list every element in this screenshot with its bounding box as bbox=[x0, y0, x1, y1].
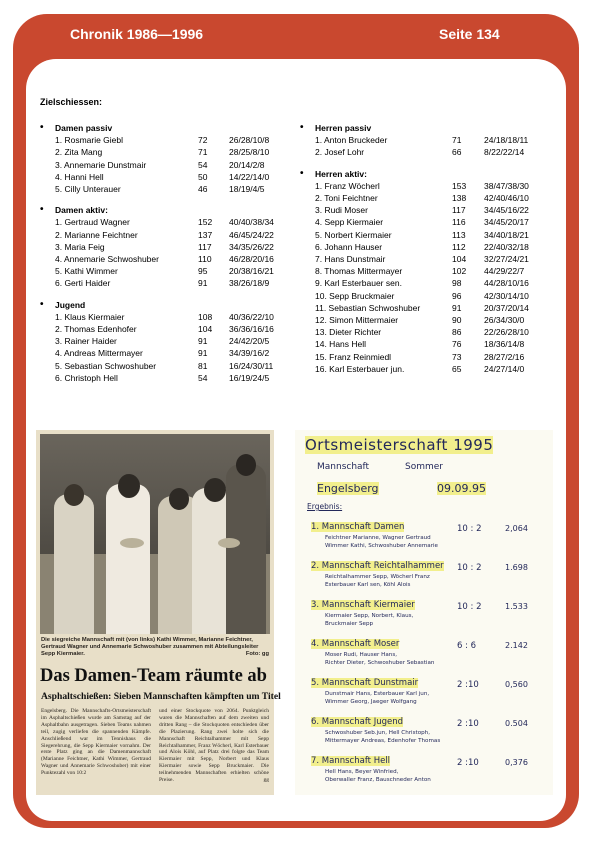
series-scores: 26/28/10/8 bbox=[229, 135, 270, 146]
shooter-name: 1. Anton Bruckeder bbox=[315, 135, 388, 146]
shooter-name: 16. Karl Esterbauer jun. bbox=[315, 363, 405, 374]
series-scores: 38/26/18/9 bbox=[229, 278, 270, 289]
result-players-1: Dunstmair Hans, Esterbauer Karl jun, bbox=[325, 691, 430, 697]
sheet-results-label: Ergebnis: bbox=[307, 502, 343, 511]
results-left-column bbox=[40, 122, 274, 393]
total-points: 112 bbox=[452, 241, 466, 252]
result-score: 10 : 2 bbox=[457, 563, 482, 573]
result-row bbox=[40, 372, 274, 384]
total-points: 73 bbox=[452, 351, 462, 362]
shooter-name: 1. Gertraud Wagner bbox=[55, 217, 130, 228]
series-scores: 20/14/2/8 bbox=[229, 159, 265, 170]
shooter-name: 2. Josef Lohr bbox=[315, 147, 365, 158]
result-team: 7. Mannschaft Hell bbox=[311, 756, 391, 766]
result-row bbox=[40, 347, 274, 359]
series-scores: 42/30/14/10 bbox=[484, 290, 529, 301]
series-scores: 22/26/28/10 bbox=[484, 327, 529, 338]
total-points: 110 bbox=[198, 254, 212, 265]
total-points: 91 bbox=[452, 302, 462, 313]
shooter-name: 5. Norbert Kiermaier bbox=[315, 229, 392, 240]
result-players-1: Schwoshuber Seb.jun, Hell Christoph, bbox=[325, 730, 431, 736]
series-scores: 46/45/24/22 bbox=[229, 229, 274, 240]
series-scores: 34/45/16/22 bbox=[484, 205, 529, 216]
result-players-1: Moser Rudi, Hauser Hans, bbox=[325, 652, 398, 658]
series-scores: 40/36/22/10 bbox=[229, 311, 274, 322]
group-title: • Herren passiv bbox=[300, 122, 529, 134]
result-score: 6 : 6 bbox=[457, 641, 477, 651]
total-points: 71 bbox=[198, 147, 208, 158]
shooter-name: 15. Franz Reinmiedl bbox=[315, 351, 392, 362]
series-scores: 34/35/26/22 bbox=[229, 241, 274, 252]
series-scores: 24/18/18/11 bbox=[484, 135, 529, 146]
sheet-season: Sommer bbox=[405, 462, 443, 472]
total-points: 138 bbox=[452, 193, 467, 204]
article-column-1: Engelsberg. Die Mannschafts-Ortsmeisterschaft im Asphaltschießen wurde am Samstag auf der Asphaltbahn ausgetragen. Sieben Teams nahmen teil, zugig verliefen die spannenden Kämpfe. Anschließend war im Tennishaus die Siegerehrung, die Sepp Kiermaier vornahm. Der erste Platz ging an die Damenmannschaft (Marianne Feichtner, Kathi Wimmer, Gertraud Wagner und Annemarie Schwoshuber) mit einer Punktezahl von 10:2 bbox=[41, 708, 151, 777]
result-team: 5. Mannschaft Dunstmair bbox=[311, 678, 419, 688]
total-points: 54 bbox=[198, 372, 208, 383]
total-points: 76 bbox=[452, 339, 462, 350]
result-team: 1. Mannschaft Damen bbox=[311, 522, 405, 532]
series-scores: 22/40/32/18 bbox=[484, 241, 529, 252]
series-scores: 40/40/38/34 bbox=[229, 217, 274, 228]
result-row bbox=[300, 180, 529, 192]
shooter-name: 4. Hanni Hell bbox=[55, 171, 104, 182]
series-scores: 14/22/14/0 bbox=[229, 171, 270, 182]
shooter-name: 3. Annemarie Dunstmair bbox=[55, 159, 147, 170]
shooter-name: 6. Johann Hauser bbox=[315, 241, 383, 252]
series-scores: 20/38/16/21 bbox=[229, 266, 274, 277]
total-points: 66 bbox=[452, 147, 462, 158]
shooter-name: 13. Dieter Richter bbox=[315, 327, 382, 338]
sheet-title: Ortsmeisterschaft 1995 bbox=[305, 436, 494, 454]
total-points: 86 bbox=[452, 327, 462, 338]
total-points: 104 bbox=[198, 324, 213, 335]
handwritten-results-sheet bbox=[295, 430, 553, 795]
result-row bbox=[40, 159, 274, 171]
total-points: 152 bbox=[198, 217, 213, 228]
result-quote: 1.533 bbox=[505, 602, 528, 611]
section-title: Zielschiessen: bbox=[40, 97, 103, 107]
series-scores: 44/28/10/16 bbox=[484, 278, 529, 289]
total-points: 108 bbox=[198, 311, 213, 322]
series-scores: 46/28/20/16 bbox=[229, 254, 274, 265]
shooter-name: 5. Sebastian Schwoshuber bbox=[55, 360, 157, 371]
shooter-name: 12. Simon Mittermaier bbox=[315, 315, 399, 326]
result-score: 2 :10 bbox=[457, 758, 479, 768]
series-scores: 8/22/22/14 bbox=[484, 147, 525, 158]
result-score: 10 : 2 bbox=[457, 524, 482, 534]
total-points: 116 bbox=[452, 217, 466, 228]
series-scores: 16/24/30/11 bbox=[229, 360, 274, 371]
series-scores: 26/34/30/0 bbox=[484, 315, 525, 326]
left-group bbox=[40, 204, 274, 289]
sheet-date: 09.09.95 bbox=[437, 482, 486, 495]
series-scores: 34/45/20/17 bbox=[484, 217, 529, 228]
total-points: 117 bbox=[198, 241, 212, 252]
result-players-2: Wimmer Georg, Jaeger Wolfgang bbox=[325, 699, 417, 705]
left-group bbox=[40, 299, 274, 384]
total-points: 46 bbox=[198, 184, 208, 195]
shooter-name: 4. Sepp Kiermaier bbox=[315, 217, 384, 228]
total-points: 50 bbox=[198, 171, 208, 182]
result-row bbox=[300, 326, 529, 338]
result-row bbox=[40, 216, 274, 228]
group-title: • Herren aktiv: bbox=[300, 168, 529, 180]
result-quote: 0.504 bbox=[505, 719, 528, 728]
series-scores: 24/42/20/5 bbox=[229, 336, 270, 347]
result-team: 4. Mannschaft Moser bbox=[311, 639, 400, 649]
result-team: 3. Mannschaft Kiermaier bbox=[311, 600, 415, 610]
series-scores: 38/47/38/30 bbox=[484, 180, 529, 191]
series-scores: 18/36/14/8 bbox=[484, 339, 525, 350]
result-row bbox=[300, 277, 529, 289]
shooter-name: 2. Marianne Feichtner bbox=[55, 229, 138, 240]
result-team: 2. Mannschaft Reichtalhammer bbox=[311, 561, 444, 571]
result-players-1: Kiermaier Sepp, Norbert, Klaus, bbox=[325, 613, 414, 619]
article-subheadline: Asphaltschießen: Sieben Mannschaften kämpften um Titel bbox=[41, 691, 281, 702]
total-points: 153 bbox=[452, 180, 467, 191]
result-players-1: Reichtalhammer Sepp, Wöcherl Franz bbox=[325, 574, 430, 580]
result-row bbox=[300, 146, 529, 158]
shooter-name: 1. Rosmarie Giebl bbox=[55, 135, 124, 146]
series-scores: 18/19/4/5 bbox=[229, 184, 265, 195]
team-photo bbox=[40, 434, 270, 634]
result-row bbox=[300, 351, 529, 363]
result-team: 6. Mannschaft Jugend bbox=[311, 717, 404, 727]
left-group bbox=[40, 122, 274, 195]
shooter-name: 4. Andreas Mittermayer bbox=[55, 348, 143, 359]
series-scores: 34/40/18/21 bbox=[484, 229, 529, 240]
result-row bbox=[40, 265, 274, 277]
shooter-name: 2. Toni Feichtner bbox=[315, 193, 378, 204]
result-score: 2 :10 bbox=[457, 719, 479, 729]
shooter-name: 3. Rudi Moser bbox=[315, 205, 368, 216]
result-row bbox=[40, 229, 274, 241]
right-group bbox=[300, 168, 529, 375]
result-row bbox=[40, 311, 274, 323]
shooter-name: 7. Hans Dunstmair bbox=[315, 254, 386, 265]
total-points: 96 bbox=[452, 290, 462, 301]
result-row bbox=[40, 335, 274, 347]
group-title: • Jugend bbox=[40, 299, 274, 311]
series-scores: 28/27/2/16 bbox=[484, 351, 525, 362]
result-row bbox=[300, 314, 529, 326]
result-row bbox=[300, 192, 529, 204]
total-points: 137 bbox=[198, 229, 213, 240]
result-row bbox=[40, 146, 274, 158]
shooter-name: 8. Thomas Mittermayer bbox=[315, 266, 403, 277]
total-points: 91 bbox=[198, 278, 208, 289]
result-row bbox=[40, 277, 274, 289]
result-players-2: Oberwaller Franz, Bauschneder Anton bbox=[325, 777, 431, 783]
series-scores: 24/27/14/0 bbox=[484, 363, 525, 374]
total-points: 95 bbox=[198, 266, 208, 277]
total-points: 54 bbox=[198, 159, 208, 170]
series-scores: 16/19/24/5 bbox=[229, 372, 270, 383]
total-points: 71 bbox=[452, 135, 462, 146]
total-points: 81 bbox=[198, 360, 208, 371]
group-title: • Damen passiv bbox=[40, 122, 274, 134]
total-points: 117 bbox=[452, 205, 466, 216]
shooter-name: 5. Kathi Wimmer bbox=[55, 266, 118, 277]
result-quote: 2,064 bbox=[505, 524, 528, 533]
shooter-name: 6. Christoph Hell bbox=[55, 372, 118, 383]
shooter-name: 9. Karl Esterbauer sen. bbox=[315, 278, 402, 289]
result-players-2: Wimmer Kathi, Schwoshuber Annemarie bbox=[325, 543, 439, 549]
shooter-name: 3. Maria Feig bbox=[55, 241, 105, 252]
result-quote: 0,376 bbox=[505, 758, 528, 767]
total-points: 98 bbox=[452, 278, 462, 289]
result-players-2: Mittermayer Andreas, Edenhofer Thomas bbox=[325, 738, 441, 744]
result-row bbox=[300, 241, 529, 253]
result-players-1: Hell Hans, Beyer Winfried, bbox=[325, 769, 399, 775]
total-points: 65 bbox=[452, 363, 462, 374]
shooter-name: 6. Gerti Haider bbox=[55, 278, 111, 289]
right-group bbox=[300, 122, 529, 159]
shooter-name: 2. Thomas Edenhofer bbox=[55, 324, 137, 335]
result-row bbox=[300, 265, 529, 277]
total-points: 72 bbox=[198, 135, 208, 146]
result-row bbox=[40, 183, 274, 195]
newspaper-clipping bbox=[36, 430, 281, 795]
sheet-team-label: Mannschaft bbox=[317, 462, 370, 472]
result-row bbox=[300, 204, 529, 216]
result-row bbox=[40, 241, 274, 253]
result-quote: 1.698 bbox=[505, 563, 528, 572]
chronicle-title: Chronik 1986—1996 bbox=[70, 26, 204, 42]
shooter-name: 3. Rainer Haider bbox=[55, 336, 117, 347]
result-row bbox=[300, 290, 529, 302]
result-row bbox=[300, 229, 529, 241]
shooter-name: 10. Sepp Bruckmaier bbox=[315, 290, 395, 301]
shooter-name: 11. Sebastian Schwoshuber bbox=[315, 302, 421, 313]
series-scores: 20/37/20/14 bbox=[484, 302, 529, 313]
shooter-name: 5. Cilly Unterauer bbox=[55, 184, 121, 195]
total-points: 113 bbox=[452, 229, 466, 240]
result-row bbox=[40, 134, 274, 146]
series-scores: 42/40/46/10 bbox=[484, 193, 529, 204]
total-points: 102 bbox=[452, 266, 467, 277]
result-row bbox=[40, 323, 274, 335]
series-scores: 44/29/22/7 bbox=[484, 266, 525, 277]
result-row bbox=[40, 253, 274, 265]
result-row bbox=[300, 363, 529, 375]
result-players-2: Esterbauer Karl sen, Köhl Alois bbox=[325, 582, 411, 588]
shooter-name: 14. Hans Hell bbox=[315, 339, 367, 350]
total-points: 91 bbox=[198, 348, 208, 359]
total-points: 91 bbox=[198, 336, 208, 347]
result-row bbox=[300, 216, 529, 228]
result-row bbox=[300, 134, 529, 146]
group-title: • Damen aktiv: bbox=[40, 204, 274, 216]
total-points: 90 bbox=[452, 315, 462, 326]
result-players-2: Bruckmaier Sepp bbox=[325, 621, 374, 627]
result-row bbox=[300, 338, 529, 350]
article-headline: Das Damen-Team räumte ab bbox=[40, 666, 267, 686]
shooter-name: 1. Franz Wöcherl bbox=[315, 180, 380, 191]
result-score: 2 :10 bbox=[457, 680, 479, 690]
result-quote: 2.142 bbox=[505, 641, 528, 650]
result-players-2: Richter Dieter, Schwoshuber Sebastian bbox=[325, 660, 435, 666]
total-points: 104 bbox=[452, 254, 467, 265]
results-right-column bbox=[300, 122, 529, 384]
shooter-name: 1. Klaus Kiermaier bbox=[55, 311, 125, 322]
page-number: Seite 134 bbox=[439, 26, 500, 42]
result-quote: 0,560 bbox=[505, 680, 528, 689]
result-row bbox=[40, 171, 274, 183]
article-column-2: und einer Stockquote von 2064. Punktgleich waren die Mannschaften auf dem zweiten und dritten Rang – die Stockquoten entschieden über die Plazierung. Rang zwei holte sich die Mannschaft Reichtalhammer mit Sepp Reichtalhammer, Franz Wöcherl, Karl Esterbauer und Alois Köhl, auf Platz drei folgte das Team Kiermaier mit Sepp, Norbert und Klaus Kiermaier sowie Sepp Bruckmaier. Die teilnehmenden Mannschaften erhielten schöne Preise. gg bbox=[159, 708, 269, 784]
series-scores: 32/27/24/21 bbox=[484, 254, 529, 265]
result-row bbox=[40, 360, 274, 372]
shooter-name: 2. Zita Mang bbox=[55, 147, 103, 158]
photo-caption: Die siegreiche Mannschaft mit (von links) Kathi Wimmer, Marianne Feichtner, Gertraud Wagner und Annemarie Schwoshuber zusammen mit Abteilungsleiter Sepp Kiermaier. Foto: gg bbox=[41, 637, 269, 657]
shooter-name: 4. Annemarie Schwoshuber bbox=[55, 254, 159, 265]
series-scores: 36/36/16/16 bbox=[229, 324, 274, 335]
series-scores: 34/39/16/2 bbox=[229, 348, 270, 359]
result-row bbox=[300, 253, 529, 265]
result-players-1: Feichtner Marianne, Wagner Gertraud bbox=[325, 535, 431, 541]
result-score: 10 : 2 bbox=[457, 602, 482, 612]
sheet-place: Engelsberg bbox=[317, 482, 379, 495]
result-row bbox=[300, 302, 529, 314]
series-scores: 28/25/8/10 bbox=[229, 147, 270, 158]
